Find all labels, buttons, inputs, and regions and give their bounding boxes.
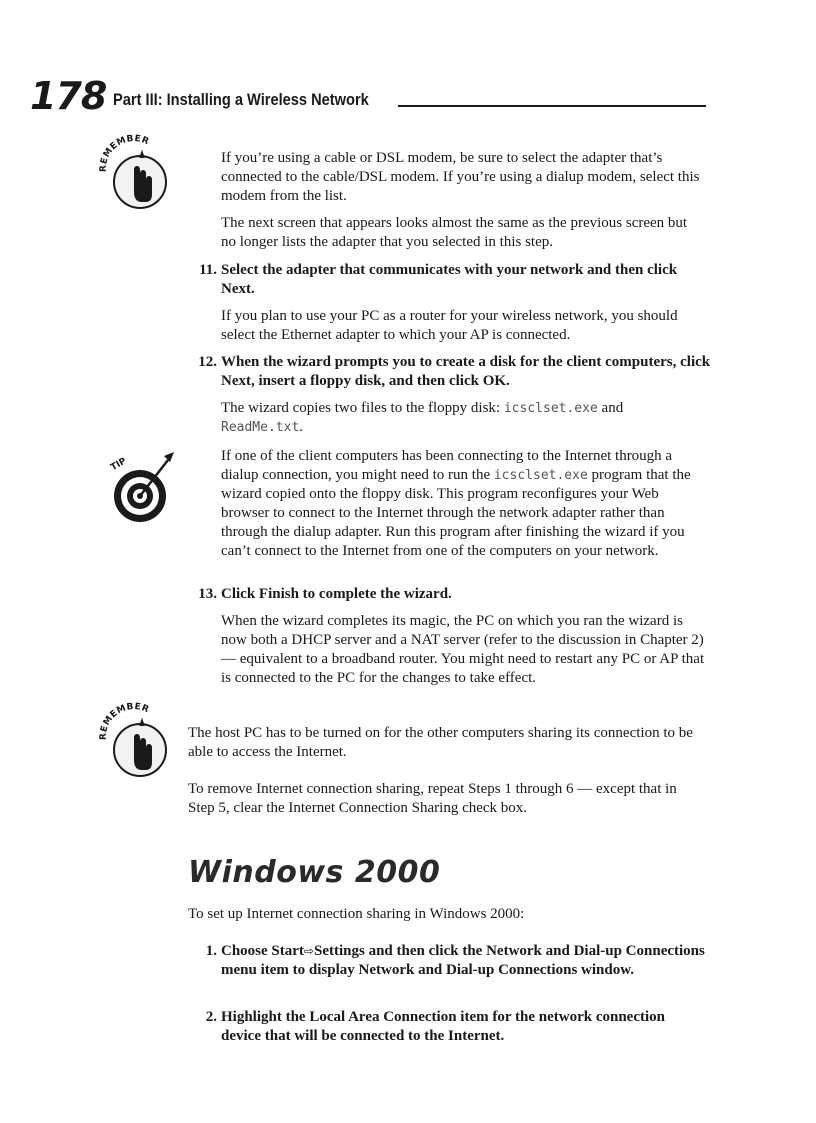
remember-icon-label: REMEMBER [98, 701, 151, 741]
remove-sharing-paragraph: To remove Internet connection sharing, repeat Steps 1 through 6 — except that in Step 5, clear the Internet Connection Sharing check box. [188, 781, 677, 816]
body-text: and [597, 400, 624, 416]
step-text: Highlight the Local Area Connection item for the network connection device that will be connected to the Internet. [221, 1009, 665, 1044]
filename-icsclset: icsclset.exe [503, 401, 598, 416]
body-text: program that the wizard copied onto the floppy disk. This program reconfigures your Web browser to connect to the Internet through the network adapter rather than through the dialup adapter. Run this program after finishing the wizard if you can’t connect to the Internet from one of the computers on your network. [221, 467, 691, 559]
body-text: . [299, 419, 304, 435]
remember-icon [96, 698, 178, 782]
next-screen-paragraph: The next screen that appears looks almost the same as the previous screen but no longer lists the adapter that you selected in this step. [221, 215, 688, 250]
w2k-step-1 [205, 942, 707, 980]
remember-paragraph-2: The host PC has to be turned on for the other computers sharing its connection to be able to access the Internet. [188, 725, 693, 760]
step-11 [199, 261, 701, 299]
tip-icon-label: TIP [109, 456, 129, 474]
filename-readme: ReadMe.txt [221, 420, 300, 435]
step-number: 11. [199, 262, 217, 278]
menu-arrow-icon: ⇨ [303, 944, 314, 958]
step-text: Click Finish to complete the wizard. [221, 586, 452, 602]
step-text: Settings and then click the Network and Dial-up Connections menu item to display Network and Dial-up Connections window. [221, 943, 705, 978]
w2k-step-2 [205, 1008, 707, 1046]
section-title: Windows 2000 [188, 855, 441, 890]
step-number: 1. [205, 943, 217, 959]
body-text: If one of the client computers has been connecting to the Internet through a dialup connection, you might need to run the [221, 448, 673, 483]
step-11-body: If you plan to use your PC as a router for your wireless network, you should select the Ethernet adapter to which your AP is connected. [221, 308, 678, 343]
running-head: Part III: Installing a Wireless Network [113, 90, 369, 109]
tip-paragraph [221, 447, 707, 561]
remember-icon-label: REMEMBER [98, 133, 151, 173]
remember-paragraph-1: If you’re using a cable or DSL modem, be sure to select the adapter that’s connected to the cable/DSL modem. If you’re using a dialup modem, select this modem from the list. [221, 150, 700, 204]
step-text: Choose Start [221, 943, 304, 959]
step-number: 12. [198, 354, 217, 370]
step-12-body [221, 399, 701, 437]
tip-icon [104, 448, 184, 530]
step-12 [198, 353, 711, 391]
body-text: The wizard copies two files to the floppy disk: [221, 400, 504, 416]
remember-icon [96, 130, 178, 214]
step-13 [198, 585, 701, 604]
page-number: 178 [30, 74, 107, 118]
filename-icsclset: icsclset.exe [493, 468, 588, 483]
step-text: When the wizard prompts you to create a disk for the client computers, click Next, insert a floppy disk, and then click OK. [221, 354, 711, 389]
step-number: 2. [205, 1009, 217, 1025]
header-rule [398, 105, 706, 107]
step-13-body: When the wizard completes its magic, the PC on which you ran the wizard is now both a DHCP server and a NAT server (refer to the discussion in Chapter 2) — equivalent to a broadband router. You might need to restart any PC or AP that is connected to the PC for the changes to take effect. [221, 613, 705, 686]
step-text: Select the adapter that communicates with your network and then click Next. [221, 262, 678, 297]
section-intro: To set up Internet connection sharing in Windows 2000: [188, 906, 525, 922]
step-number: 13. [198, 586, 217, 602]
